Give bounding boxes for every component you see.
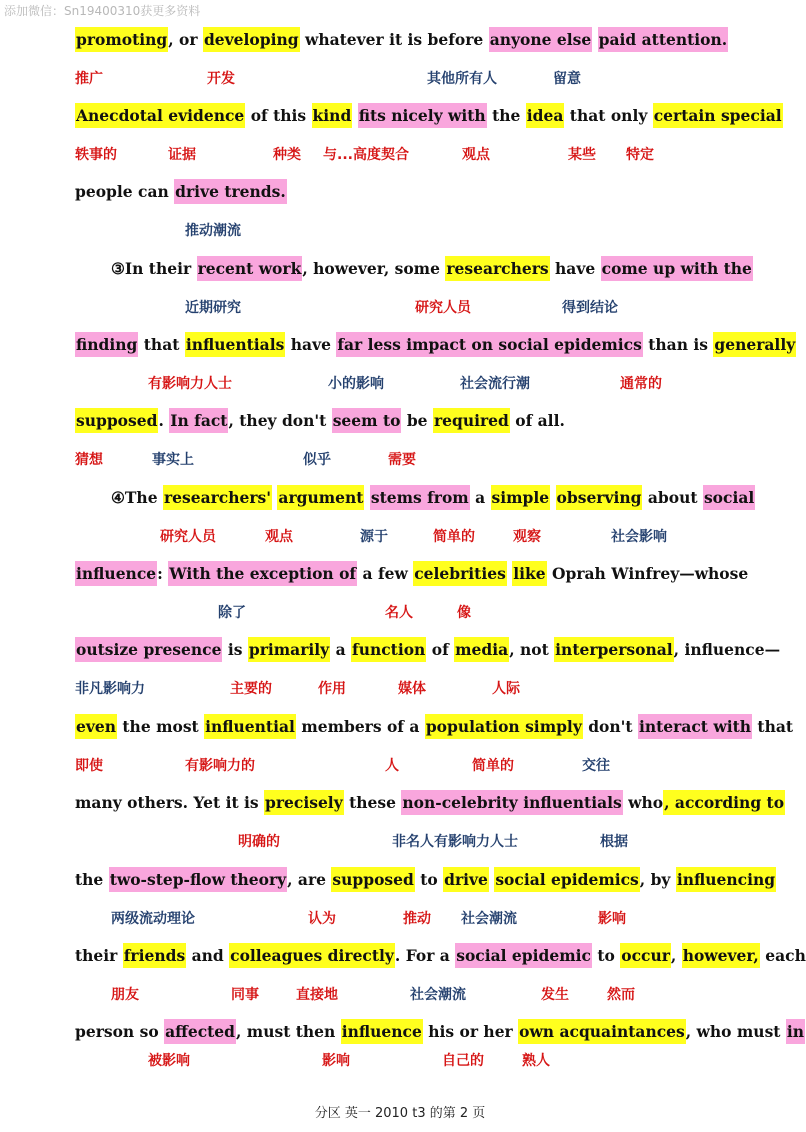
highlighted-phrase: in [786,1019,805,1044]
gloss-annotation: 直接地 [296,987,338,1003]
highlighted-phrase: come up with the [601,256,753,281]
highlighted-phrase: researchers' [163,485,272,510]
gloss-annotation: 除了 [218,605,246,621]
highlighted-phrase: observing [556,485,643,510]
text-run: ④The [111,488,163,507]
highlighted-phrase: social epidemics [494,867,639,892]
highlighted-phrase: occur [620,943,671,968]
text-run: , by [639,870,676,889]
gloss-annotation: 认为 [308,911,336,927]
text-run: to [414,870,444,889]
highlighted-phrase: interpersonal [554,637,673,662]
gloss-annotation: 小的影响 [328,376,384,392]
gloss-annotation: 种类 [273,147,301,163]
gloss-annotation: 轶事的 [75,147,117,163]
gloss-annotation: 其他所有人 [427,71,497,87]
highlighted-phrase: far less impact on social epidemics [336,332,643,357]
gloss-annotation: 主要的 [230,681,272,697]
highlighted-phrase: kind [312,103,353,128]
text-run: : [157,564,169,583]
highlighted-phrase: recent work [197,256,303,281]
gloss-annotation: 人 [385,758,399,774]
highlighted-phrase: influence [75,561,157,586]
gloss-annotation: 社会潮流 [410,987,466,1003]
gloss-annotation: 研究人员 [415,300,471,316]
gloss-annotation: 两级流动理论 [111,911,195,927]
highlighted-phrase: social epidemic [455,943,592,968]
gloss-annotation: 推动潮流 [185,223,241,239]
text-run: that [138,335,185,354]
text-run: of this [245,106,312,125]
gloss-annotation: 媒体 [398,681,426,697]
highlighted-phrase: even [75,714,117,739]
gloss-annotation: 朋友 [111,987,139,1003]
highlighted-phrase: promoting [75,27,168,52]
gloss-annotation: 根据 [600,834,628,850]
gloss-annotation: 然而 [607,987,635,1003]
highlighted-phrase: simple [491,485,551,510]
highlighted-phrase: celebrities [413,561,507,586]
text-run: the [486,106,526,125]
text-run: his or her [422,1022,519,1041]
text-run: many others. Yet it is [75,793,265,812]
text-run: is [222,640,248,659]
text-run: , however, some [302,259,446,278]
highlighted-phrase: two-step-flow theory [109,867,287,892]
gloss-annotation: 简单的 [433,529,475,545]
gloss-annotation: 观察 [513,529,541,545]
text-run: . For a [394,946,456,965]
text-run: whatever it is before [299,30,489,49]
highlighted-phrase: researchers [445,256,549,281]
text-run: have [549,259,601,278]
text-run: of [426,640,455,659]
text-run: and [186,946,230,965]
gloss-annotation: 推动 [403,911,431,927]
text-run: have [285,335,337,354]
highlighted-phrase: non-celebrity influentials [401,790,622,815]
highlighted-phrase: primarily [248,637,330,662]
gloss-annotation: 交往 [582,758,610,774]
gloss-annotation: 简单的 [472,758,514,774]
gloss-annotation: 社会影响 [611,529,667,545]
highlighted-phrase: outsize presence [75,637,222,662]
gloss-annotation: 猜想 [75,452,103,468]
text-run: be [401,411,433,430]
highlighted-phrase: In fact [169,408,228,433]
highlighted-phrase: idea [526,103,565,128]
text-run: members of a [295,717,425,736]
highlighted-phrase: , according to [663,790,785,815]
gloss-annotation: 人际 [492,681,520,697]
gloss-annotation: 近期研究 [185,300,241,316]
gloss-annotation: 开发 [207,71,235,87]
gloss-annotation: 同事 [231,987,259,1003]
text-run: Oprah Winfrey—whose [546,564,749,583]
gloss-annotation: 观点 [462,147,490,163]
gloss-annotation: 得到结论 [562,300,618,316]
highlighted-phrase: seem to [332,408,402,433]
highlighted-phrase: required [433,408,510,433]
highlighted-phrase: Anecdotal evidence [75,103,245,128]
text-run: , who must [685,1022,786,1041]
highlighted-phrase: drive trends. [174,179,287,204]
highlighted-phrase: social [703,485,755,510]
gloss-annotation: 名人 [385,605,413,621]
highlighted-phrase: colleagues directly [229,943,395,968]
highlighted-phrase: however, [682,943,760,968]
gloss-annotation: 留意 [553,71,581,87]
gloss-annotation: 非凡影响力 [75,681,145,697]
highlighted-phrase: media [454,637,509,662]
gloss-annotation: 似乎 [303,452,331,468]
highlighted-phrase: like [512,561,546,586]
highlighted-phrase: paid attention. [598,27,729,52]
text-run: . [158,411,170,430]
highlighted-phrase: affected [164,1019,236,1044]
text-run: the [75,870,109,889]
gloss-annotation: 某些 [568,147,596,163]
gloss-annotation: 影响 [598,911,626,927]
highlighted-phrase: influence [341,1019,423,1044]
gloss-annotation: 需要 [388,452,416,468]
gloss-annotation: 证据 [168,147,196,163]
highlighted-phrase: population simply [425,714,583,739]
highlighted-phrase: stems from [370,485,470,510]
highlighted-phrase: supposed [75,408,158,433]
page-footer: 分区 英一 2010 t3 的第 2 页 [314,1106,486,1121]
text-run: to [591,946,621,965]
highlighted-phrase: influentials [185,332,286,357]
gloss-annotation: 非名人有影响力人士 [392,834,518,850]
text-run: than is [642,335,714,354]
gloss-annotation: 熟人 [522,1053,550,1069]
gloss-annotation: 作用 [318,681,346,697]
text-run: , [670,946,682,965]
text-run: , are [287,870,332,889]
text-run: people can [75,182,175,201]
gloss-annotation: 即使 [75,758,103,774]
highlighted-phrase: function [351,637,426,662]
text-run: who [622,793,664,812]
gloss-annotation: 有影响力的 [185,758,255,774]
highlighted-phrase: precisely [264,790,344,815]
text-run: , must then [236,1022,341,1041]
gloss-annotation: 与...高度契合 [323,147,409,163]
text-run: , or [168,30,203,49]
gloss-annotation: 源于 [360,529,388,545]
highlighted-phrase: With the exception of [168,561,357,586]
text-run: , they don't [228,411,332,430]
gloss-annotation: 社会潮流 [461,911,517,927]
text-run: don't [582,717,638,736]
highlighted-phrase: fits nicely with [358,103,487,128]
highlighted-phrase: influencing [676,867,776,892]
gloss-annotation: 研究人员 [160,529,216,545]
gloss-annotation: 通常的 [620,376,662,392]
gloss-annotation: 推广 [75,71,103,87]
gloss-annotation: 事实上 [152,452,194,468]
text-run: ③In their [111,259,197,278]
highlighted-phrase: argument [277,485,364,510]
text-run: their [75,946,123,965]
text-run: these [343,793,402,812]
text-run: a few [357,564,414,583]
text-run: that [752,717,794,736]
gloss-annotation: 被影响 [148,1053,190,1069]
highlighted-phrase: finding [75,332,138,357]
highlighted-phrase: influential [204,714,296,739]
highlighted-phrase: anyone else [489,27,593,52]
text-run: a [469,488,491,507]
text-run: a [330,640,352,659]
gloss-annotation: 有影响力人士 [148,376,232,392]
text-run: about [642,488,703,507]
text-run: of all. [509,411,565,430]
text-run: person so [75,1022,165,1041]
text-run: , influence— [673,640,781,659]
gloss-annotation: 社会流行潮 [460,376,530,392]
gloss-annotation: 像 [457,605,471,621]
text-run: , not [509,640,555,659]
highlighted-phrase: certain special [653,103,783,128]
text-run: the most [117,717,205,736]
gloss-annotation: 发生 [541,987,569,1003]
highlighted-phrase: own acquaintances [518,1019,686,1044]
gloss-annotation: 影响 [322,1053,350,1069]
text-run: that only [564,106,653,125]
gloss-annotation: 观点 [265,529,293,545]
highlighted-phrase: generally [713,332,796,357]
highlighted-phrase: supposed [331,867,414,892]
watermark-text: 添加微信：Sn19400310获更多资料 [4,4,201,18]
highlighted-phrase: interact with [638,714,752,739]
highlighted-phrase: friends [123,943,186,968]
text-run: each [759,946,806,965]
gloss-annotation: 自己的 [442,1053,484,1069]
gloss-annotation: 特定 [626,147,654,163]
gloss-annotation: 明确的 [238,834,280,850]
highlighted-phrase: developing [203,27,300,52]
highlighted-phrase: drive [443,867,489,892]
